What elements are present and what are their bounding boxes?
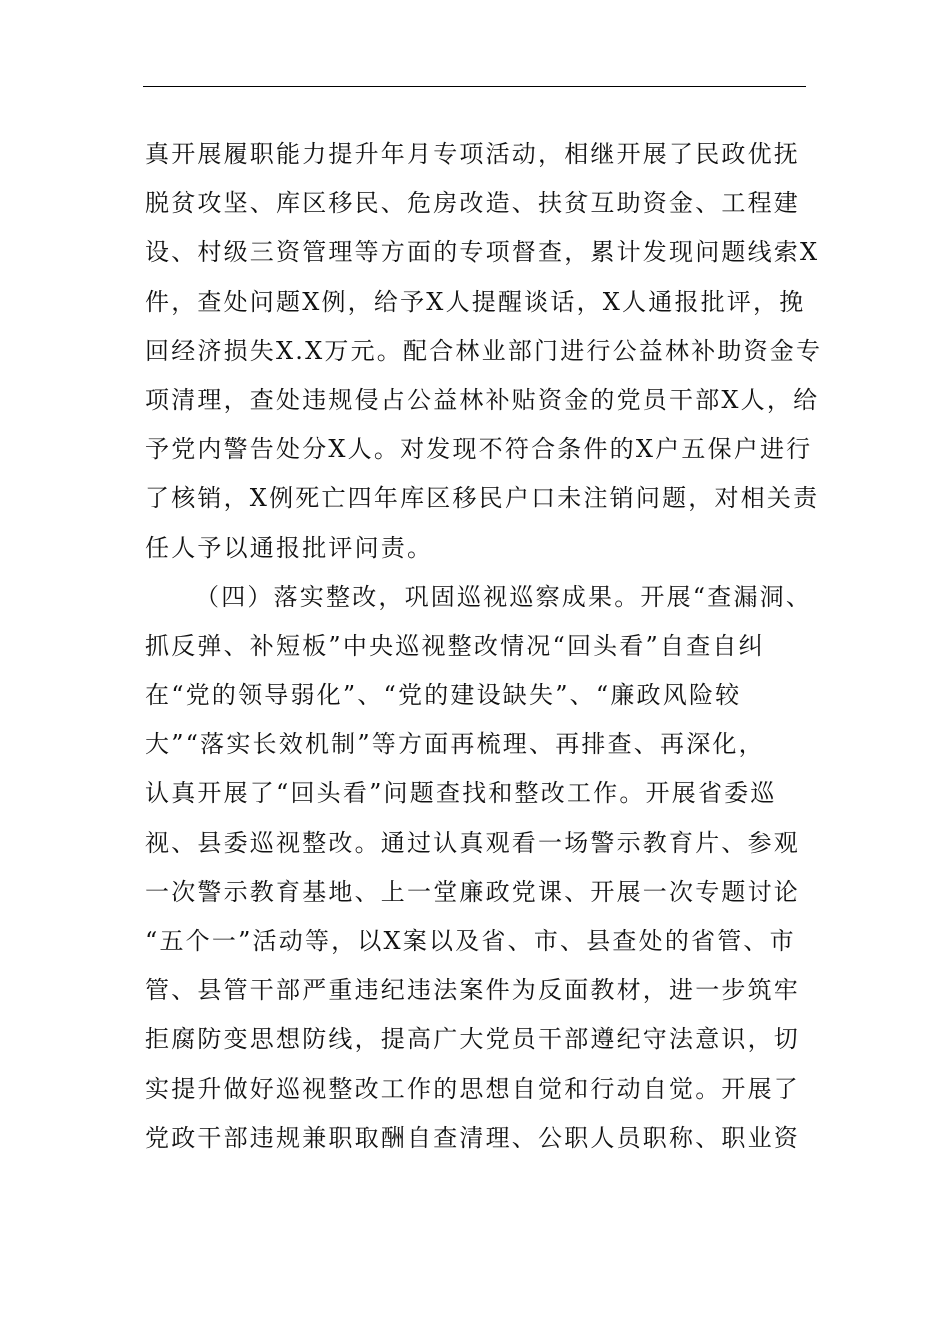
text-line: 一次警示教育基地、上一堂廉政党课、开展一次专题讨论 bbox=[145, 877, 800, 906]
header-rule bbox=[143, 86, 806, 87]
text-line: 件，查处问题X例，给予X人提醒谈话，X人通报批评，挽 bbox=[145, 287, 806, 316]
text-line: 项清理，查处违规侵占公益林补贴资金的党员干部X人，给 bbox=[145, 385, 820, 414]
body-text bbox=[145, 130, 823, 1163]
text-line: 管、县管干部严重违纪违法案件为反面教材，进一步筑牢 bbox=[145, 976, 800, 1005]
text-line: 设、村级三资管理等方面的专项督查，累计发现问题线索X bbox=[145, 238, 820, 267]
text-line: 大”“落实长效机制”等方面再梳理、再排查、再深化， bbox=[145, 730, 765, 759]
text-line: 党政干部违规兼职取酬自查清理、公职人员职称、职业资 bbox=[145, 1123, 800, 1152]
text-line: “五个一”活动等，以X案以及省、市、县查处的省管、市 bbox=[145, 927, 796, 955]
text-line: 抓反弹、补短板”中央巡视整改情况“回头看”自查自纠 bbox=[145, 631, 765, 660]
text-line: 视、县委巡视整改。通过认真观看一场警示教育片、参观 bbox=[145, 828, 800, 857]
text-line: 真开展履职能力提升年月专项活动，相继开展了民政优抚 bbox=[145, 140, 800, 168]
text-line: 任人予以通报批评问责。 bbox=[145, 533, 434, 562]
text-line: 予党内警告处分X人。对发现不符合条件的X户五保户进行 bbox=[145, 435, 813, 464]
text-line: 脱贫攻坚、库区移民、危房改造、扶贫互助资金、工程建 bbox=[145, 189, 800, 218]
text-line: 在“党的领导弱化”、“党的建设缺失”、“廉政风险较 bbox=[145, 681, 742, 710]
text-line: 认真开展了“回头看”问题查找和整改工作。开展省委巡 bbox=[145, 779, 777, 808]
text-line: 了核销，X例死亡四年库区移民户口未注销问题，对相关责 bbox=[145, 484, 820, 513]
text-line: 实提升做好巡视整改工作的思想自觉和行动自觉。开展了 bbox=[145, 1074, 800, 1103]
text-line: 拒腐防变思想防线，提高广大党员干部遵纪守法意识，切 bbox=[145, 1025, 800, 1054]
section-heading-line: （四）落实整改，巩固巡视巡察成果。开展“查漏洞、 bbox=[195, 582, 813, 611]
text-line: 回经济损失X.X万元。配合林业部门进行公益林补助资金专 bbox=[145, 336, 823, 365]
